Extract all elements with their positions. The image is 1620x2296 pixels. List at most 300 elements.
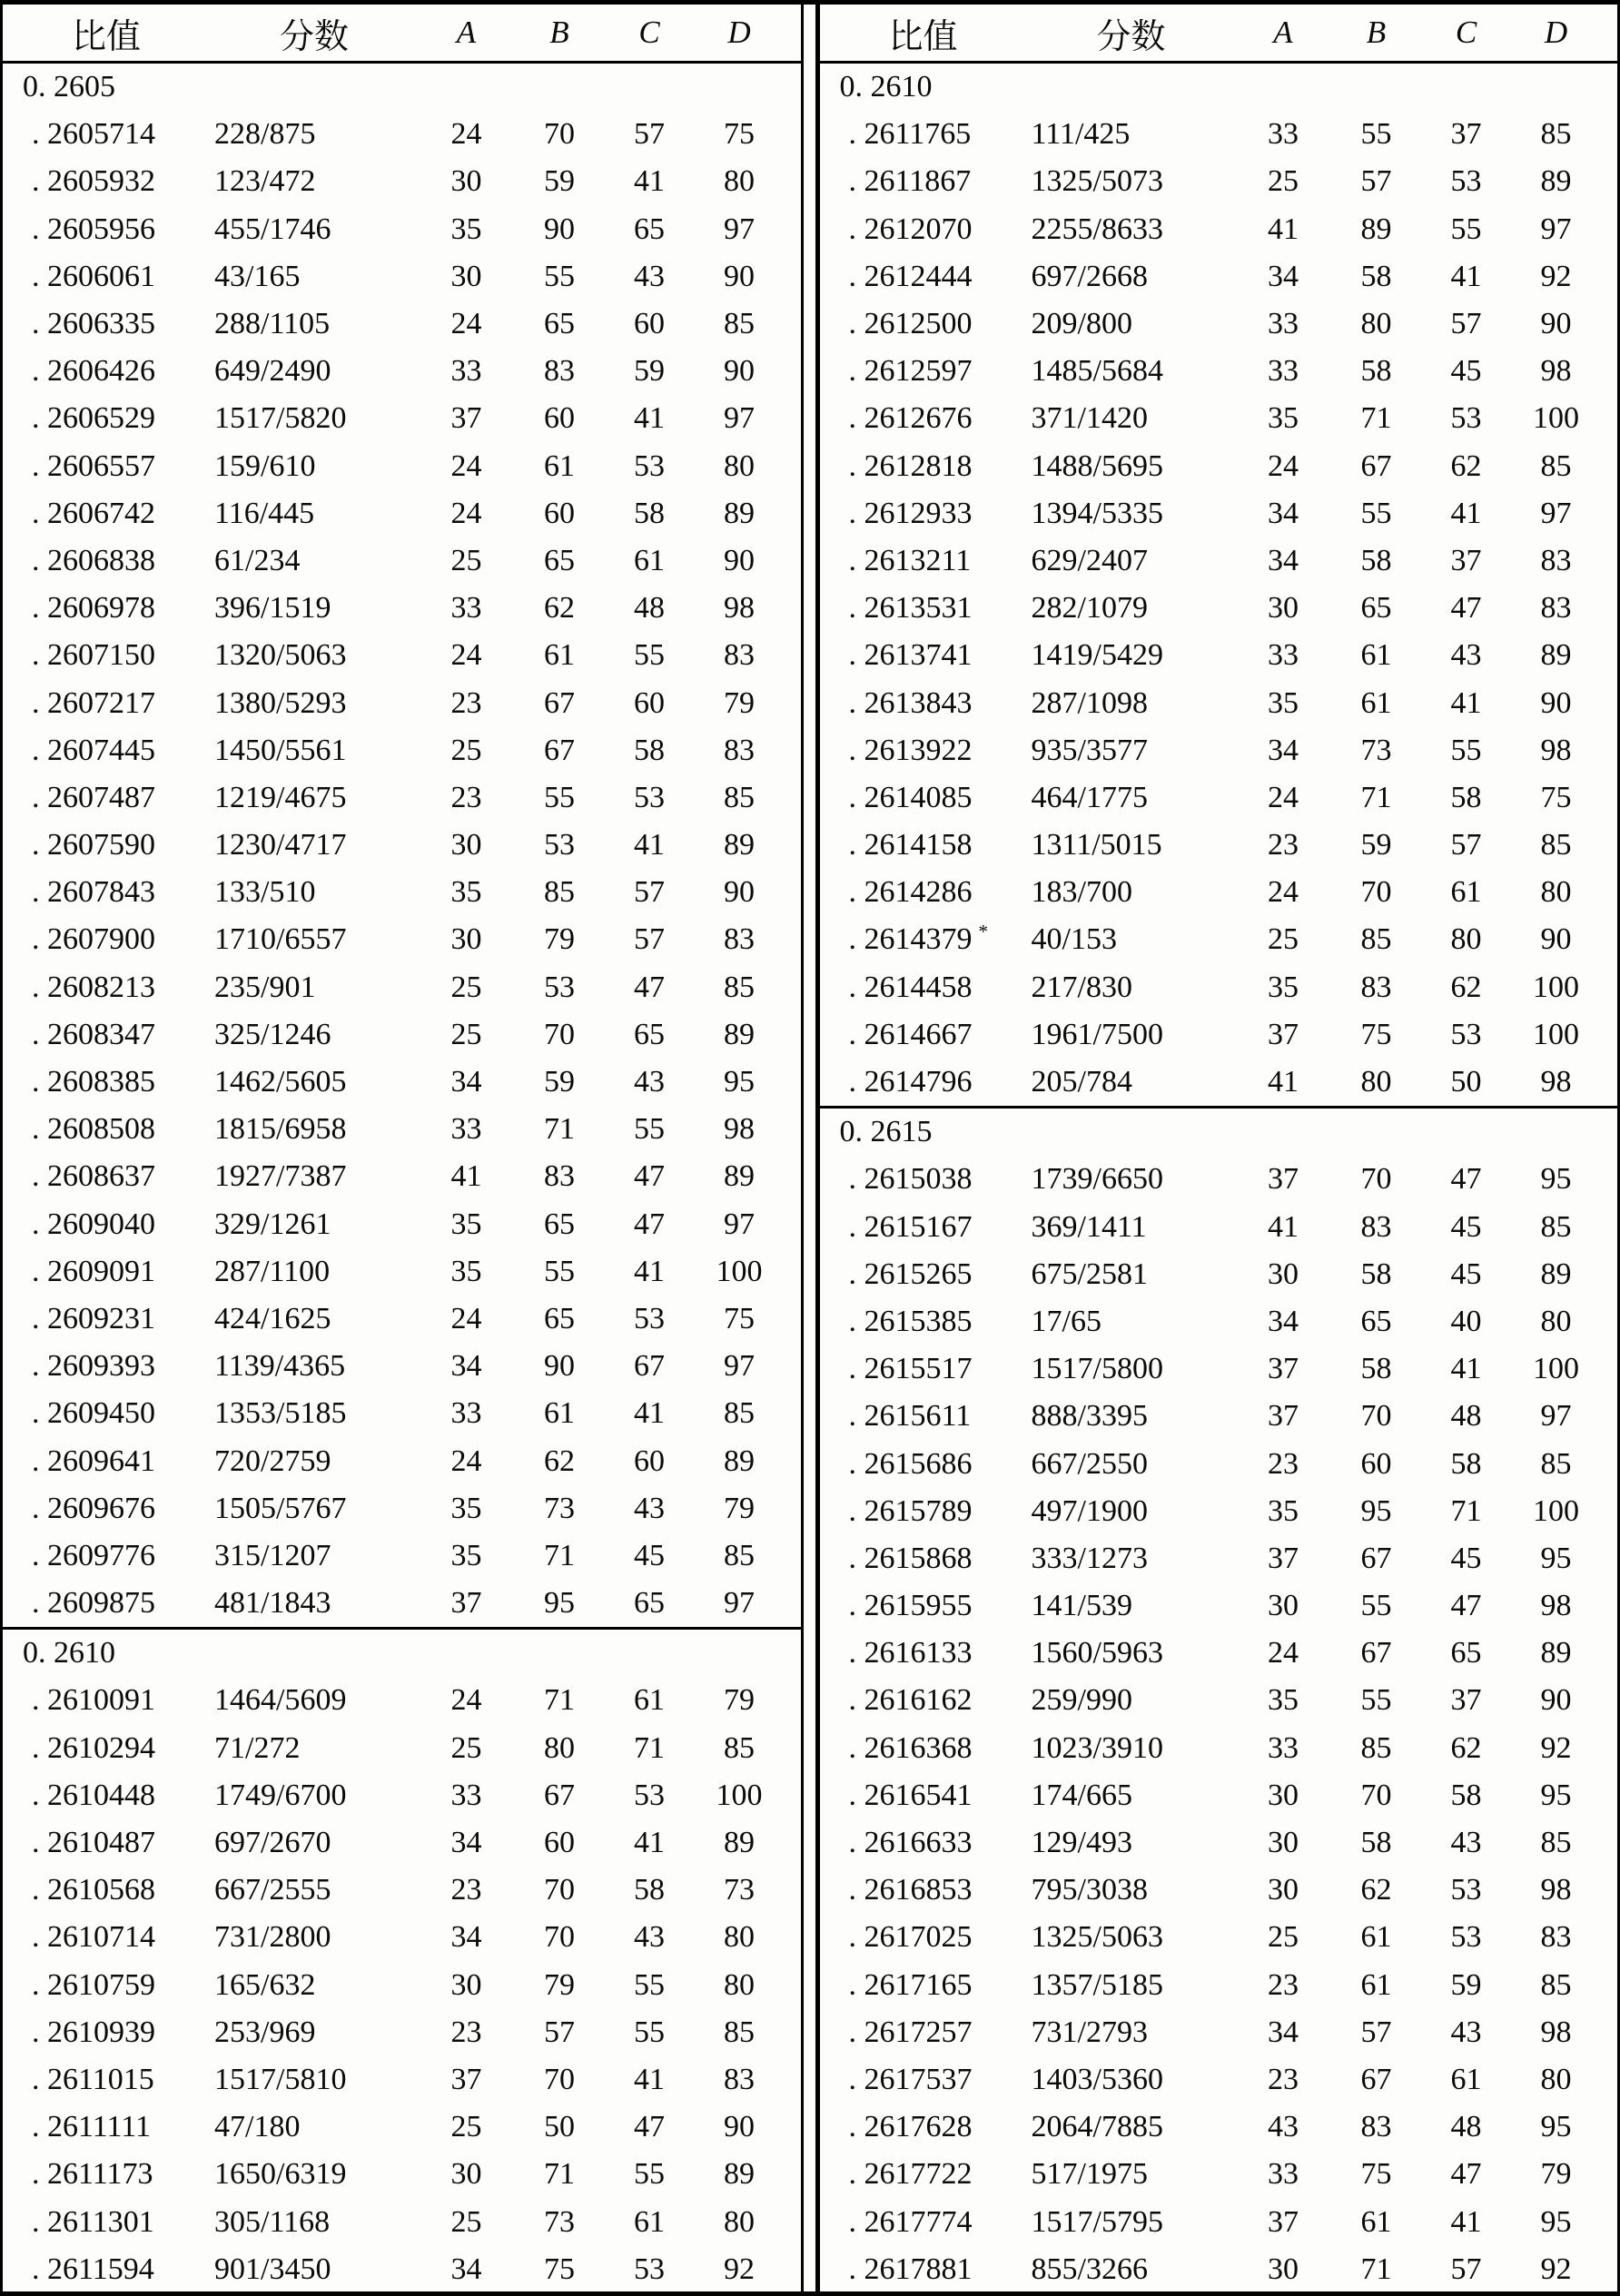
c-cell: 53 — [1450, 1920, 1482, 1955]
c-cell: 47 — [1450, 1589, 1482, 1623]
c-cell: 55 — [634, 2157, 665, 2192]
a-cell: 24 — [450, 1301, 482, 1335]
a-cell: 24 — [1268, 875, 1299, 910]
b-cell: 71 — [544, 1112, 575, 1147]
a-cell: 23 — [450, 1873, 482, 1907]
ratio-cell: . 2607843 — [32, 875, 155, 910]
b-cell: 61 — [544, 448, 575, 483]
b-cell: 62 — [1360, 1873, 1392, 1907]
a-cell: 37 — [1268, 1162, 1299, 1197]
d-cell: 97 — [724, 1207, 755, 1241]
b-cell: 58 — [1360, 543, 1392, 577]
a-cell: 37 — [1268, 1399, 1299, 1434]
table-row — [3, 1011, 801, 1059]
table-row — [820, 443, 1618, 490]
b-cell: 59 — [544, 1065, 575, 1099]
c-cell: 53 — [1450, 164, 1482, 199]
c-cell: 43 — [634, 1491, 665, 1525]
a-cell: 24 — [450, 448, 482, 483]
fraction-cell: 116/445 — [214, 496, 315, 530]
a-cell: 34 — [1268, 2015, 1299, 2049]
table-row — [3, 1962, 801, 2009]
c-cell: 65 — [1450, 1636, 1482, 1670]
c-cell: 55 — [634, 2015, 665, 2049]
c-cell: 48 — [1450, 1399, 1482, 1434]
c-cell: 53 — [634, 448, 665, 483]
d-cell: 85 — [724, 970, 755, 1004]
c-cell: 65 — [634, 1586, 665, 1621]
b-cell: 58 — [1360, 259, 1392, 293]
a-cell: 24 — [1268, 1636, 1299, 1670]
table-row — [820, 1298, 1618, 1345]
column-header-row — [3, 5, 801, 64]
a-cell: 33 — [450, 1396, 482, 1431]
a-cell: 24 — [450, 307, 482, 341]
a-cell: 30 — [1268, 1778, 1299, 1812]
d-cell: 97 — [724, 212, 755, 246]
a-cell: 24 — [1268, 780, 1299, 814]
d-cell: 100 — [716, 1254, 763, 1288]
b-cell: 65 — [544, 307, 575, 341]
ratio-cell: . 2613531 — [848, 591, 973, 626]
ratio-cell: . 2616633 — [848, 1826, 973, 1860]
a-cell: 24 — [450, 1444, 482, 1478]
fraction-cell: 1488/5695 — [1031, 448, 1163, 483]
d-cell: 97 — [1540, 1399, 1572, 1434]
c-cell: 67 — [634, 1349, 665, 1384]
d-cell: 95 — [1540, 2110, 1572, 2144]
fraction-cell: 2255/8633 — [1031, 212, 1163, 246]
d-cell: 90 — [1540, 685, 1572, 720]
c-cell: 55 — [1450, 212, 1482, 246]
a-cell: 25 — [450, 733, 482, 767]
table-row — [3, 916, 801, 963]
b-cell: 79 — [544, 922, 575, 957]
a-cell: 25 — [450, 2204, 482, 2239]
b-cell: 83 — [1360, 1209, 1392, 1244]
d-cell: 98 — [724, 591, 755, 626]
c-cell: 61 — [634, 1683, 665, 1718]
section-header-row — [820, 1106, 1618, 1156]
table-row — [820, 2198, 1618, 2245]
table-row — [820, 1440, 1618, 1487]
table-row — [3, 727, 801, 774]
fraction-cell: 228/875 — [214, 117, 316, 152]
a-cell: 35 — [450, 1207, 482, 1241]
b-cell: 70 — [1360, 1162, 1392, 1197]
ratio-cell: . 2617722 — [848, 2157, 973, 2192]
a-cell: 23 — [450, 780, 482, 814]
a-cell: 30 — [450, 1967, 482, 2002]
d-cell: 89 — [724, 1159, 755, 1194]
a-cell: 33 — [450, 1778, 482, 1812]
fraction-cell: 1739/6650 — [1031, 1162, 1163, 1197]
a-cell: 35 — [1268, 401, 1299, 436]
table-row — [820, 585, 1618, 632]
fraction-cell: 1419/5429 — [1031, 638, 1163, 673]
c-cell: 57 — [634, 875, 665, 910]
a-cell: 34 — [450, 1349, 482, 1384]
a-cell: 34 — [1268, 259, 1299, 293]
table-row — [820, 1819, 1618, 1867]
c-cell: 58 — [634, 733, 665, 767]
table-row — [3, 158, 801, 205]
ratio-cell: . 2611867 — [848, 164, 972, 199]
table-right-half — [820, 5, 1618, 2291]
ratio-cell: . 2613843 — [848, 685, 973, 720]
c-cell: 41 — [1450, 1352, 1482, 1386]
ratio-cell: . 2609641 — [32, 1444, 155, 1478]
a-cell: 33 — [450, 354, 482, 389]
fraction-cell: 61/234 — [214, 543, 301, 577]
table-row — [820, 537, 1618, 585]
c-cell: 41 — [634, 1396, 665, 1431]
fraction-cell: 649/2490 — [214, 354, 331, 389]
d-cell: 90 — [724, 2110, 755, 2144]
c-cell: 60 — [634, 685, 665, 720]
fraction-cell: 333/1273 — [1031, 1541, 1148, 1575]
table-row — [3, 1819, 801, 1867]
c-cell: 43 — [634, 259, 665, 293]
d-cell: 85 — [1540, 117, 1572, 152]
fraction-cell: 481/1843 — [214, 1586, 331, 1621]
d-cell: 75 — [724, 1301, 755, 1335]
d-cell: 83 — [724, 922, 755, 957]
a-cell: 37 — [1268, 1352, 1299, 1386]
d-cell: 89 — [724, 1444, 755, 1478]
d-cell: 98 — [724, 1112, 755, 1147]
c-cell: 71 — [1450, 1493, 1482, 1528]
table-row — [820, 111, 1618, 158]
fraction-cell: 133/510 — [214, 875, 316, 910]
header-col-c: C — [1455, 15, 1477, 50]
table-row — [3, 632, 801, 679]
fraction-cell: 1380/5293 — [214, 685, 347, 720]
d-cell: 85 — [724, 307, 755, 341]
footnote-asterisk: * — [978, 921, 988, 943]
b-cell: 65 — [1360, 1304, 1392, 1338]
b-cell: 71 — [544, 2157, 575, 2192]
b-cell: 57 — [544, 2015, 575, 2049]
a-cell: 43 — [1268, 2110, 1299, 2144]
d-cell: 97 — [1540, 212, 1572, 246]
ratio-cell: . 2605932 — [32, 164, 155, 199]
ratio-cell: . 2611301 — [32, 2204, 154, 2239]
c-cell: 57 — [1450, 2252, 1482, 2286]
ratio-cell: . 2609676 — [32, 1491, 155, 1525]
fraction-cell: 667/2550 — [1031, 1446, 1148, 1481]
fraction-cell: 1485/5684 — [1031, 354, 1163, 389]
ratio-cell: . 2615038 — [848, 1162, 973, 1197]
b-cell: 67 — [1360, 2062, 1392, 2096]
b-cell: 85 — [1360, 922, 1392, 957]
a-cell: 30 — [1268, 591, 1299, 626]
ratio-cell: . 2614796 — [848, 1065, 973, 1099]
ratio-cell: . 2612933 — [848, 496, 973, 530]
a-cell: 37 — [450, 2062, 482, 2096]
a-cell: 25 — [450, 1017, 482, 1051]
ratio-cell: . 2617881 — [848, 2252, 973, 2286]
ratio-cell: . 2609450 — [32, 1396, 155, 1431]
ratio-cell: . 2617774 — [848, 2204, 973, 2239]
fraction-cell: 111/425 — [1031, 117, 1131, 152]
d-cell: 95 — [1540, 2204, 1572, 2239]
c-cell: 53 — [1450, 401, 1482, 436]
a-cell: 34 — [1268, 543, 1299, 577]
header-col-a: A — [456, 15, 477, 50]
ratio-cell: . 2615167 — [848, 1209, 973, 1244]
table-row — [820, 1488, 1618, 1535]
d-cell: 95 — [724, 1065, 755, 1099]
fraction-cell: 497/1900 — [1031, 1493, 1148, 1528]
d-cell: 85 — [1540, 1826, 1572, 1860]
ratio-cell: . 2610714 — [32, 1920, 155, 1955]
c-cell: 41 — [634, 401, 665, 436]
d-cell: 79 — [724, 1491, 755, 1525]
fraction-cell: 141/539 — [1031, 1589, 1132, 1623]
fraction-cell: 1139/4365 — [214, 1349, 346, 1384]
b-cell: 50 — [544, 2110, 575, 2144]
b-cell: 55 — [544, 780, 575, 814]
b-cell: 60 — [1360, 1446, 1392, 1481]
d-cell: 80 — [724, 1967, 755, 2002]
table-row — [3, 1390, 801, 1437]
table-row — [3, 1201, 801, 1248]
c-cell: 37 — [1450, 1683, 1482, 1718]
b-cell: 65 — [544, 1301, 575, 1335]
fraction-cell: 697/2670 — [214, 1826, 331, 1860]
d-cell: 90 — [1540, 1683, 1572, 1718]
c-cell: 47 — [634, 1207, 665, 1241]
fraction-cell: 888/3395 — [1031, 1399, 1148, 1434]
d-cell: 92 — [724, 2252, 755, 2286]
d-cell: 85 — [724, 2015, 755, 2049]
c-cell: 58 — [1450, 780, 1482, 814]
table-row — [3, 2056, 801, 2104]
d-cell: 98 — [1540, 733, 1572, 767]
b-cell: 67 — [1360, 1636, 1392, 1670]
b-cell: 80 — [544, 1730, 575, 1765]
c-cell: 65 — [634, 1017, 665, 1051]
table-row — [3, 253, 801, 301]
ratio-cell: . 2610091 — [32, 1683, 155, 1718]
section-header-row — [820, 64, 1618, 111]
c-cell: 62 — [1450, 1730, 1482, 1765]
b-cell: 71 — [1360, 2252, 1392, 2286]
fraction-cell: 1464/5609 — [214, 1683, 347, 1718]
fraction-cell: 315/1207 — [214, 1538, 331, 1572]
a-cell: 23 — [1268, 828, 1299, 862]
d-cell: 75 — [1540, 780, 1572, 814]
fraction-cell: 47/180 — [214, 2110, 301, 2144]
fraction-cell: 1650/6319 — [214, 2157, 347, 2192]
d-cell: 79 — [724, 1683, 755, 1718]
ratio-cell: . 2612818 — [848, 448, 973, 483]
b-cell: 83 — [544, 354, 575, 389]
a-cell: 25 — [1268, 922, 1299, 957]
fraction-cell: 517/1975 — [1031, 2157, 1148, 2192]
ratio-cell: . 2616368 — [848, 1730, 973, 1765]
d-cell: 100 — [1533, 1493, 1579, 1528]
header-col-b: B — [1366, 15, 1387, 50]
b-cell: 80 — [1360, 1065, 1392, 1099]
fraction-cell: 1403/5360 — [1031, 2062, 1163, 2096]
ratio-cell: . 2609393 — [32, 1349, 155, 1384]
ratio-cell: . 2606838 — [32, 543, 155, 577]
b-cell: 58 — [1360, 1826, 1392, 1860]
fraction-cell: 1560/5963 — [1031, 1636, 1163, 1670]
b-cell: 62 — [544, 1444, 575, 1478]
d-cell: 83 — [724, 638, 755, 673]
d-cell: 83 — [724, 2062, 755, 2096]
d-cell: 97 — [724, 1349, 755, 1384]
c-cell: 58 — [1450, 1778, 1482, 1812]
ratio-cell: . 2615868 — [848, 1541, 973, 1575]
fraction-cell: 159/610 — [214, 448, 316, 483]
fraction-cell: 217/830 — [1031, 970, 1132, 1004]
ratio-cell: . 2613922 — [848, 733, 973, 767]
a-cell: 23 — [1268, 2062, 1299, 2096]
table-left-half — [3, 5, 801, 2291]
c-cell: 57 — [634, 117, 665, 152]
b-cell: 59 — [544, 164, 575, 199]
ratio-cell: . 2606426 — [32, 354, 155, 389]
ratio-cell: . 2614667 — [848, 1017, 973, 1051]
ratio-cell: . 2605956 — [32, 212, 155, 246]
a-cell: 25 — [450, 1730, 482, 1765]
b-cell: 55 — [1360, 1589, 1392, 1623]
b-cell: 73 — [1360, 733, 1392, 767]
d-cell: 83 — [724, 733, 755, 767]
table-row — [820, 679, 1618, 726]
section-label: 0. 2615 — [839, 1115, 933, 1149]
ratio-cell: . 2610759 — [32, 1967, 155, 2002]
section-label: 0. 2605 — [23, 70, 115, 104]
a-cell: 23 — [450, 685, 482, 720]
ratio-cell: . 2615265 — [848, 1256, 973, 1291]
a-cell: 30 — [1268, 1589, 1299, 1623]
b-cell: 83 — [1360, 2110, 1392, 2144]
a-cell: 33 — [1268, 307, 1299, 341]
c-cell: 61 — [1450, 875, 1482, 910]
fraction-cell: 1462/5605 — [214, 1065, 347, 1099]
ratio-cell: . 2615686 — [848, 1446, 973, 1481]
d-cell: 90 — [724, 259, 755, 293]
a-cell: 30 — [450, 828, 482, 862]
b-cell: 62 — [544, 591, 575, 626]
fraction-cell: 2064/7885 — [1031, 2110, 1163, 2144]
a-cell: 34 — [450, 1920, 482, 1955]
header-col-a: A — [1273, 15, 1293, 50]
c-cell: 43 — [1450, 2015, 1482, 2049]
ratio-cell: . 2614085 — [848, 780, 973, 814]
ratio-cell: . 2608347 — [32, 1017, 155, 1051]
table-row — [3, 869, 801, 916]
a-cell: 33 — [1268, 117, 1299, 152]
c-cell: 80 — [1450, 922, 1482, 957]
b-cell: 70 — [544, 117, 575, 152]
b-cell: 75 — [1360, 2157, 1392, 2192]
d-cell: 79 — [1540, 2157, 1572, 2192]
ratio-cell: . 2609875 — [32, 1586, 155, 1621]
c-cell: 58 — [634, 496, 665, 530]
d-cell: 97 — [724, 401, 755, 436]
table-row — [820, 916, 1618, 963]
c-cell: 43 — [634, 1065, 665, 1099]
b-cell: 61 — [1360, 1967, 1392, 2002]
a-cell: 41 — [450, 1159, 482, 1194]
table-row — [820, 632, 1618, 679]
c-cell: 55 — [634, 638, 665, 673]
c-cell: 40 — [1450, 1304, 1482, 1338]
table-row — [3, 301, 801, 348]
fraction-cell: 305/1168 — [214, 2204, 331, 2239]
table-row — [820, 1630, 1618, 1677]
fraction-cell: 424/1625 — [214, 1301, 331, 1335]
b-cell: 58 — [1360, 1352, 1392, 1386]
a-cell: 30 — [450, 2157, 482, 2192]
d-cell: 100 — [1533, 401, 1579, 436]
left-rows-container — [3, 64, 801, 2293]
fraction-cell: 287/1100 — [214, 1254, 331, 1288]
fraction-cell: 235/901 — [214, 970, 316, 1004]
ratio-cell: . 2615611 — [848, 1399, 972, 1434]
d-cell: 98 — [1540, 1589, 1572, 1623]
c-cell: 43 — [1450, 638, 1482, 673]
c-cell: 45 — [634, 1538, 665, 1572]
b-cell: 85 — [544, 875, 575, 910]
b-cell: 60 — [544, 1826, 575, 1860]
ratio-cell: . 2617025 — [848, 1920, 973, 1955]
d-cell: 89 — [724, 1826, 755, 1860]
table-row — [3, 822, 801, 869]
b-cell: 89 — [1360, 212, 1392, 246]
ratio-cell: . 2607590 — [32, 828, 155, 862]
d-cell: 85 — [1540, 1446, 1572, 1481]
ratio-cell: . 2607487 — [32, 780, 155, 814]
fraction-cell: 17/65 — [1031, 1304, 1101, 1338]
a-cell: 37 — [1268, 2204, 1299, 2239]
d-cell: 85 — [724, 1396, 755, 1431]
b-cell: 57 — [1360, 164, 1392, 199]
ratio-cell: . 2617165 — [848, 1967, 973, 2002]
c-cell: 58 — [634, 1873, 665, 1907]
d-cell: 89 — [1540, 164, 1572, 199]
table-row — [820, 1772, 1618, 1819]
ratio-cell: . 2606061 — [32, 259, 155, 293]
c-cell: 53 — [1450, 1017, 1482, 1051]
table-row — [3, 2151, 801, 2198]
ratio-cell: . 2612676 — [848, 401, 973, 436]
d-cell: 89 — [724, 496, 755, 530]
c-cell: 57 — [1450, 307, 1482, 341]
table-row — [820, 206, 1618, 253]
d-cell: 89 — [724, 828, 755, 862]
b-cell: 83 — [1360, 970, 1392, 1004]
ratio-cell: . 2605714 — [32, 117, 155, 152]
table-row — [3, 1059, 801, 1106]
b-cell: 60 — [544, 401, 575, 436]
d-cell: 85 — [1540, 828, 1572, 862]
c-cell: 41 — [634, 164, 665, 199]
ratio-cell: . 2610568 — [32, 1873, 155, 1907]
fraction-cell: 1450/5561 — [214, 733, 347, 767]
table-row — [3, 1153, 801, 1200]
d-cell: 98 — [1540, 1065, 1572, 1099]
ratio-cell: . 2614458 — [848, 970, 973, 1004]
ratio-cell: . 2614379 * — [848, 921, 988, 957]
c-cell: 45 — [1450, 1541, 1482, 1575]
